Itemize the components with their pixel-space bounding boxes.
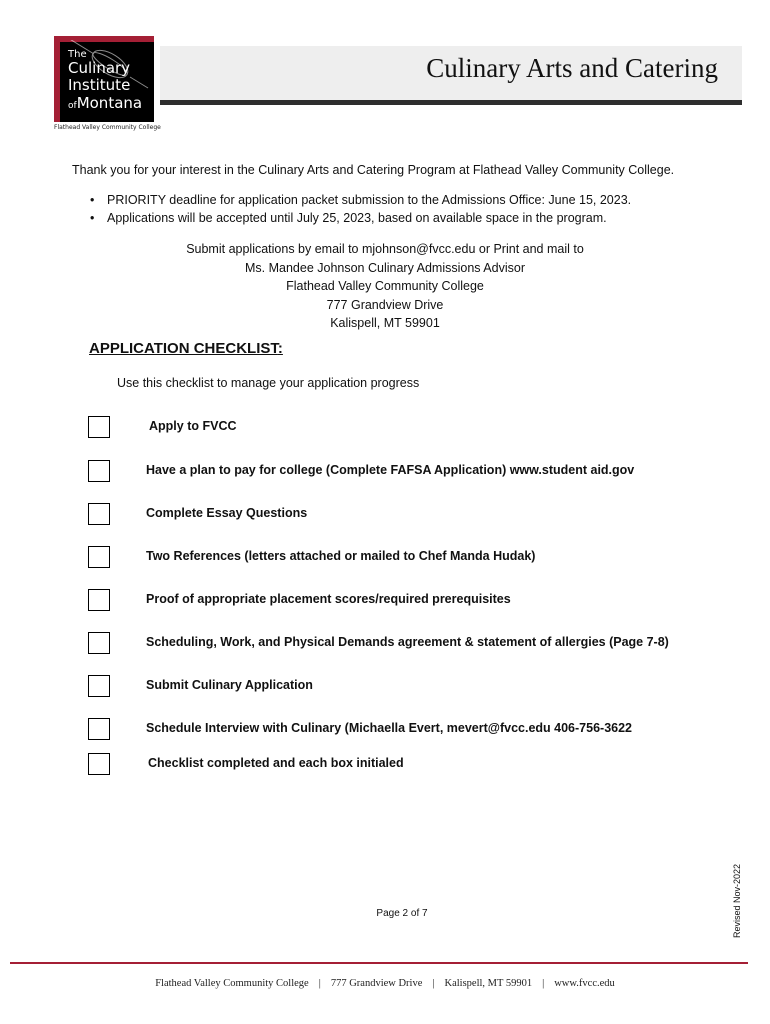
- checkbox[interactable]: [88, 416, 110, 438]
- checkbox[interactable]: [88, 675, 110, 697]
- checkbox[interactable]: [88, 460, 110, 482]
- advisor-name: Ms. Mandee Johnson Culinary Admissions Advisor: [245, 260, 525, 275]
- footer-separator: |: [318, 978, 321, 989]
- logo-montana: Montana: [76, 94, 143, 112]
- checkbox[interactable]: [88, 632, 110, 654]
- checklist-item-fafsa: [88, 460, 728, 484]
- footer-college: Flathead Valley Community College: [155, 978, 309, 989]
- checklist-item-placement: [88, 589, 728, 613]
- checklist-item-agreement: [88, 632, 728, 656]
- checklist-item-application: [88, 675, 728, 699]
- street-address: 777 Grandview Drive: [326, 297, 444, 312]
- checklist-label: Two References (letters attached or mailed to Chef Manda Hudak): [146, 549, 536, 563]
- checklist-label: Apply to FVCC: [149, 419, 237, 433]
- checklist-item-references: [88, 546, 728, 570]
- header-rule: [160, 100, 742, 105]
- checkbox[interactable]: [88, 589, 110, 611]
- checkbox[interactable]: [88, 718, 110, 740]
- checklist-label: Schedule Interview with Culinary (Michaella Evert, mevert@fvcc.edu 406-756-3622: [146, 721, 632, 735]
- deadline-list: [90, 191, 631, 227]
- logo-line-culinary: Culinary: [68, 59, 131, 77]
- page-number: Page 2 of 7: [376, 908, 428, 919]
- footer-city: Kalispell, MT 59901: [444, 978, 533, 989]
- footer-separator: |: [542, 978, 545, 989]
- checkbox[interactable]: [88, 503, 110, 525]
- footer-separator: |: [432, 978, 435, 989]
- checklist-label: Proof of appropriate placement scores/required prerequisites: [146, 592, 511, 606]
- checklist-heading: [89, 340, 283, 357]
- logo-the: The: [68, 49, 87, 60]
- footer-rule: [10, 962, 748, 964]
- checklist-item-apply: [88, 416, 728, 440]
- logo-line-institute: Institute: [68, 76, 131, 94]
- checklist-label: Scheduling, Work, and Physical Demands agreement & statement of allergies (Page 7-8): [146, 635, 669, 649]
- submit-address-block: [0, 240, 770, 333]
- submit-instruction: Submit applications by email to mjohnson@fvcc.edu or Print and mail to: [186, 242, 584, 256]
- footer-address: 777 Grandview Drive: [330, 978, 423, 989]
- college-name: Flathead Valley Community College: [286, 279, 484, 293]
- checkbox[interactable]: [88, 753, 110, 775]
- checklist-subtitle: Use this checklist to manage your application progress: [117, 376, 420, 390]
- checklist-label: Submit Culinary Application: [146, 678, 313, 692]
- revised-date: Revised Nov-2022: [732, 863, 742, 939]
- logo-line-montana: [68, 96, 152, 111]
- page-title: Culinary Arts and Catering: [426, 53, 718, 83]
- footer-website: www.fvcc.edu: [554, 978, 615, 989]
- checklist-item-interview: [88, 718, 728, 742]
- logo-of: of: [68, 101, 77, 111]
- checklist-item-essay: [88, 503, 728, 527]
- logo-subtitle: Flathead Valley Community College: [54, 124, 161, 131]
- list-item: • Applications will be accepted until July 25, 2023, based on available space in the program.: [90, 209, 631, 227]
- city-address: Kalispell, MT 59901: [330, 316, 440, 330]
- checklist-label: Have a plan to pay for college (Complete FAFSA Application) www.student aid.gov: [146, 463, 635, 477]
- logo: [54, 36, 154, 122]
- checklist-label: Checklist completed and each box initialed: [148, 756, 404, 770]
- checkbox[interactable]: [88, 546, 110, 568]
- list-item: • PRIORITY deadline for application packet submission to the Admissions Office: June 15, 2023.: [90, 191, 631, 209]
- checklist-heading-text: APPLICATION CHECKLIST: [89, 340, 278, 357]
- checklist-heading-colon: :: [277, 340, 283, 357]
- intro-text: Thank you for your interest in the Culinary Arts and Catering Program at Flathead Valley Community College.: [72, 163, 675, 177]
- checklist-item-initialed: [88, 753, 728, 777]
- checklist-label: Complete Essay Questions: [146, 506, 308, 520]
- footer: [0, 978, 770, 989]
- logo-accent-side: [54, 36, 60, 122]
